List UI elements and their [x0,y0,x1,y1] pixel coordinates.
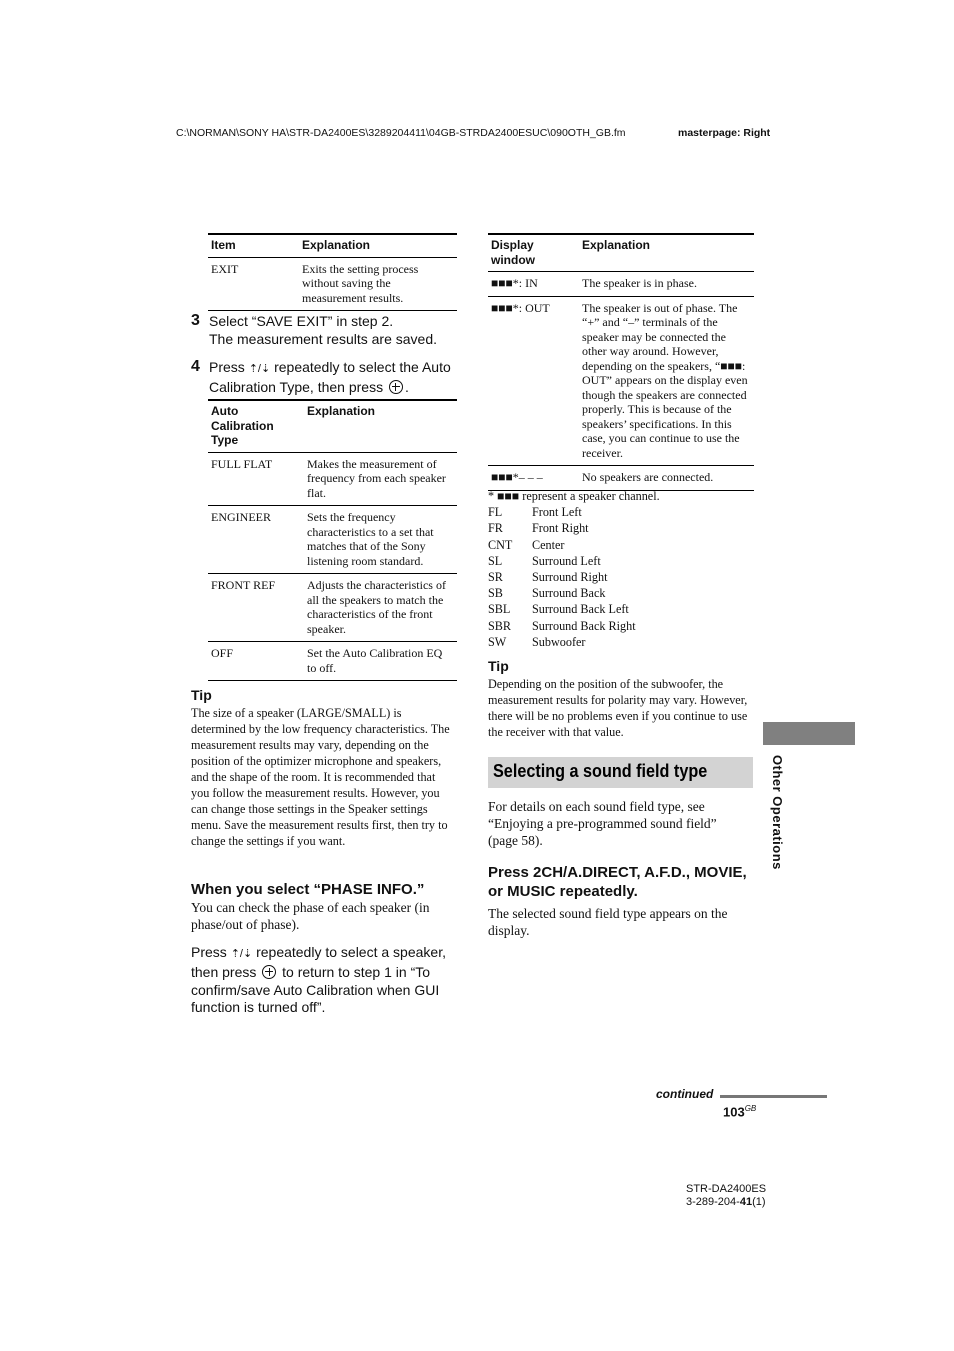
col-header-type: Auto Calibration Type [208,400,304,452]
tip-heading: Tip [191,687,212,703]
section-result: The selected sound field type appears on the display. [488,906,728,938]
table-row [488,296,754,466]
phase-info-heading: When you select “PHASE INFO.” [191,881,425,898]
col-header-item: Item [208,234,299,257]
cell-item: EXIT [208,257,299,311]
cell-explanation: Adjusts the characteristics of all the speakers to match the characteristics of the front speaker. [304,574,457,642]
exit-table [208,233,457,311]
step-text: Select “SAVE EXIT” in step 2. [209,313,394,329]
cell-display: ■■■*– – – [488,466,579,491]
cell-display: ■■■*: OUT [488,296,579,466]
tip-heading: Tip [488,658,509,674]
enter-button-icon [262,965,276,979]
table-row [208,506,457,574]
step-text: Press ⇡/⇣ repeatedly to select the Auto Calibration Type, then press . [209,359,451,395]
up-down-arrow-icon: ⇡/⇣ [248,363,271,375]
section-intro: For details on each sound field type, see “Enjoying a pre-programmed sound field” (page 58). [488,799,717,848]
part-code: 3-289-204-41(1) [686,1195,766,1208]
table-row [208,574,457,642]
page-number: $103^{GB}$ [723,1104,757,1120]
list-item: SB Surround Back [488,586,606,601]
cell-item: FULL FLAT [208,452,304,506]
cell-explanation: The speaker is out of phase. The “+” and “–” terminals of the speaker may be connected the other way around. However, depending on the speakers, “■■■: OUT” appears on the display even though the speakers are connected properly. This is because of the speakers’ specifications. In this case, you can continue to use the receiver. [579,296,754,466]
masterpage-label: masterpage: Right [678,127,771,139]
side-tab-label: Other Operations [770,755,785,870]
footnote: * ■■■ represent a speaker channel. [488,489,660,503]
step-4 [191,359,461,396]
col-header-explanation: Explanation [299,234,457,257]
cell-explanation: The speaker is in phase. [579,272,754,297]
list-item: FL Front Left [488,505,582,520]
continued-rule [720,1095,827,1098]
continued-label: continued [656,1087,714,1101]
channel-legend [488,488,758,650]
section-instruction: Press 2CH/A.DIRECT, A.F.D., MOVIE, or MUSIC repeatedly. [488,864,747,900]
side-tab-marker [763,722,855,745]
section-heading-bar [488,757,753,788]
table-row [488,272,754,297]
model-name: STR-DA2400ES [686,1183,767,1195]
model-footer [686,1183,766,1208]
cell-explanation: Set the Auto Calibration EQ to off. [304,642,457,681]
list-item: SBL Surround Back Left [488,602,629,617]
col-header-display: Display window [488,234,579,272]
enter-button-icon [389,380,403,394]
table-row [488,466,754,491]
list-item: SL Surround Left [488,553,601,568]
file-path-header: C:\NORMAN\SONY HA\STR-DA2400ES\3289204411\04GB-STRDA2400ESUC\090OTH_GB.fm [176,127,626,139]
list-item: SBR Surround Back Right [488,618,636,633]
section-title: Selecting a sound field type [493,761,708,781]
table-row [208,452,457,506]
col-header-explanation: Explanation [579,234,754,272]
list-item: SR Surround Right [488,570,608,585]
display-window-table [488,233,754,491]
col-header-explanation: Explanation [304,400,457,452]
auto-calibration-table [208,399,457,681]
cell-explanation: Makes the measurement of frequency from each speaker flat. [304,452,457,506]
cell-item: ENGINEER [208,506,304,574]
list-item: FR Front Right [488,521,589,536]
table-row [208,642,457,681]
step-number: 3 [191,312,200,329]
cell-explanation: Exits the setting process without saving the measurement results. [299,257,457,311]
list-item: SW Subwoofer [488,634,586,649]
up-down-arrow-icon: ⇡/⇣ [230,948,253,960]
tip-body: The size of a speaker (LARGE/SMALL) is determined by the low frequency characteristics. The measurement results may vary, depending on the position of the optimizer microphone and speakers, and the shape of the room. It is recommended that you follow the measurement results. However, you can change those settings in the Speaker settings menu. Save the measurement results first, then try to change the settings if you want. [191,706,450,848]
table-row [208,257,457,311]
cell-explanation: Sets the frequency characteristics to a set that matches that of the Sony listening room standard. [304,506,457,574]
cell-item: OFF [208,642,304,681]
cell-explanation: No speakers are connected. [579,466,754,491]
phase-info-instruction: Press ⇡/⇣ repeatedly to select a speaker, then press to return to step 1 in “To confirm/save Auto Calibration when GUI function is turned off”. [191,944,446,1016]
tip-body: Depending on the position of the subwoofer, the measurement results for polarity may vary. However, there will be no problems even if you continue to use the receiver with that value. [488,677,748,739]
step-3 [191,313,461,348]
step-result: The measurement results are saved. [209,330,437,347]
cell-display: ■■■*: IN [488,272,579,297]
phase-info-intro: You can check the phase of each speaker (in phase/out of phase). [191,900,430,932]
list-item: CNT Center [488,537,565,552]
step-number: 4 [191,358,200,375]
cell-item: FRONT REF [208,574,304,642]
